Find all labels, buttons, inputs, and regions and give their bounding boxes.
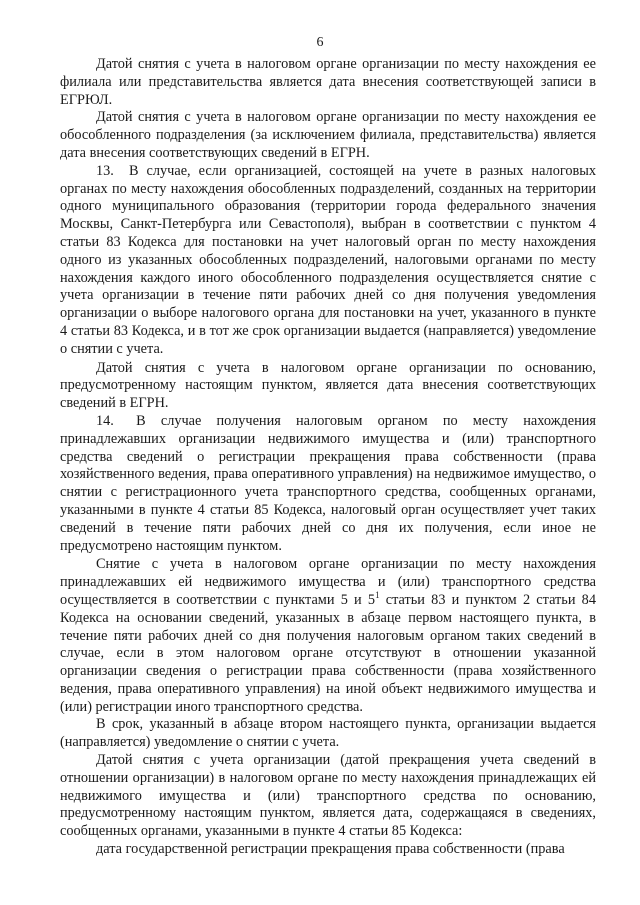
paragraph-item-14 bbox=[60, 413, 596, 555]
paragraph-item-14-notice: В срок, указанный в абзаце втором настоящего пункта, организации выдается (направляется) уведомление о снятии с учета. bbox=[60, 716, 596, 751]
superscript-1: 1 bbox=[375, 590, 380, 601]
item-14-text: В случае получения налоговым органом по месту нахождения принадлежавших организации недвижимого имущества и (или) транспортного средства сведений о регистрации прекращения права собственности (права хозяйственного ведения, права оперативного управления) на недвижимое имущество, о снятии с регистрационного учета транспортного средства, сообщенных органами, указанными в пункте 4 статьи 85 Кодекса, налоговый орган осуществляет учет таких сведений в течение пяти рабочих дней со дня их получения, если иное не предусмотрено настоящим пунктом. bbox=[60, 412, 596, 554]
paragraph-item-13-date: Датой снятия с учета в налоговом органе организации по основанию, предусмотренному настоящим пунктом, является дата внесения соответствующих сведений в ЕГРН. bbox=[60, 359, 596, 412]
paragraph-deregistration-branch: Датой снятия с учета в налоговом органе организации по месту нахождения ее филиала или представительства является дата внесения соответствующей записи в ЕГРЮЛ. bbox=[60, 56, 596, 108]
item-number-14: 14. bbox=[96, 412, 114, 429]
item-14-deregistration-text-a: Снятие с учета в налоговом органе организации по месту нахождения принадлежавших ей недвижимого имущества и (или) транспортного средства осуществляется в соответствии с пунктами 5 и 5 bbox=[60, 556, 596, 608]
item-13-text: В случае, если организацией, состоящей на учете в разных налоговых органах по месту нахождения обособленных подразделений, созданных на территории одного муниципального образования (территории города федерального значения Москвы, Санкт-Петербурга или Севастополя), выбран в соответствии с пунктом 4 статьи 83 Кодекса для постановки на учет налоговый орган по месту нахождения одного из указанных обособленных подразделений, налоговыми органами по месту нахождения каждого иного обособленного подразделения осуществляется снятие с учета организации в течение пяти рабочих дней со дня получения уведомления организации о выборе налогового органа для постановки на учет, указанного в пункте 4 статьи 83 Кодекса, и в тот же срок организации выдается (направляется) уведомление о снятии с учета. bbox=[60, 162, 597, 357]
paragraph-deregistration-subdivision: Датой снятия с учета в налоговом органе организации по месту нахождения ее обособленного подразделения (за исключением филиала, представительства) является дата внесения соответствующих сведений в ЕГРН. bbox=[60, 109, 596, 161]
paragraph-item-14-date: Датой снятия с учета организации (датой прекращения учета сведений в отношении организации) в налоговом органе по месту нахождения принадлежащих ей недвижимого имущества и (или) транспортного средства по основанию, предусмотренному настоящим пунктом, является дата, содержащаяся в сведениях, сообщенных органами, указанными в пункте 4 статьи 85 Кодекса: bbox=[60, 752, 596, 840]
document-body bbox=[60, 56, 596, 859]
item-number-13: 13. bbox=[96, 162, 114, 179]
page-number: 6 bbox=[316, 35, 324, 50]
item-14-deregistration-text-b: статьи 83 и пунктом 2 статьи 84 Кодекса на основании сведений, указанных в абзаце первом настоящего пункта, в течение пяти рабочих дней со дня получения налоговым органом таких сведений в случае, если в этом налоговом органе отсутствуют в отношении указанной организации сведения о регистрации права собственности (права хозяйственного ведения, права оперативного управления) на иной объект недвижимого имущества и (или) регистрации иного транспортного средства. bbox=[60, 591, 596, 715]
paragraph-item-14-date-registration: дата государственной регистрации прекращения права собственности (права bbox=[96, 841, 565, 858]
paragraph-item-14-deregistration bbox=[60, 556, 596, 716]
paragraph-item-13 bbox=[60, 163, 596, 359]
